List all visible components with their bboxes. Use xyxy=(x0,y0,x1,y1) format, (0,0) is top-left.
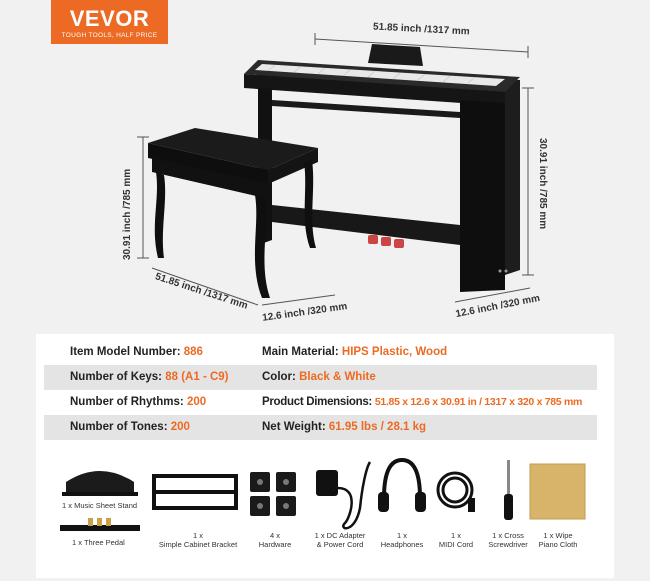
spec-value: 200 xyxy=(186,396,207,408)
hardware-icon xyxy=(250,472,296,516)
screwdriver-icon xyxy=(504,460,513,520)
music-sheet-stand-icon xyxy=(62,471,138,496)
spec-value: 886 xyxy=(183,346,203,358)
spec-label: Net Weight: xyxy=(262,421,326,433)
accessory-label: 1 x Cross Screwdriver xyxy=(488,531,528,549)
spec-value: 51.85 x 12.6 x 30.91 in / 1317 x 320 x 785 mm xyxy=(374,396,583,408)
wipe-cloth-icon xyxy=(530,464,585,519)
spec-row xyxy=(44,340,597,365)
bench-depth-label: 12.6 inch /320 mm xyxy=(261,301,348,324)
brand-name: VEVOR xyxy=(69,6,150,31)
accessory-label: 1 x DC Adapter & Power Cord xyxy=(314,531,366,549)
bench-width-label: 51.85 inch /1317 mm xyxy=(153,271,250,312)
spec-value: Black & White xyxy=(299,371,376,383)
accessory-label: 1 x Headphones xyxy=(380,531,424,549)
bench-height-dimension-line xyxy=(137,137,149,258)
accessory-label: 1 x Three Pedal xyxy=(72,538,125,547)
spec-value: 200 xyxy=(170,421,190,433)
piano-width-label: 51.85 inch /1317 mm xyxy=(372,21,470,38)
accessories-illustration xyxy=(0,448,650,578)
brand-tagline: TOUGH TOOLS, HALF PRICE xyxy=(61,32,158,39)
midi-cord-icon xyxy=(438,473,475,512)
piano-height-dimension-line xyxy=(522,88,534,275)
spec-label: Number of Rhythms: xyxy=(70,396,184,408)
spec-row xyxy=(44,390,597,415)
three-pedal-icon xyxy=(60,518,140,531)
accessory-label: 1 x Wipe Piano Cloth xyxy=(538,531,578,549)
accessory-label: 4 x Hardware xyxy=(258,531,292,549)
spec-value: 88 (A1 - C9) xyxy=(165,371,229,383)
headphones-icon xyxy=(378,460,426,512)
accessory-label: 1 x MIDI Cord xyxy=(438,531,474,549)
dc-adapter-icon xyxy=(316,462,370,528)
spec-label: Color: xyxy=(262,371,296,383)
spec-label: Number of Keys: xyxy=(70,371,163,383)
spec-value: 61.95 lbs / 28.1 kg xyxy=(328,421,427,433)
spec-row xyxy=(44,415,597,440)
spec-label: Item Model Number: xyxy=(70,346,181,358)
spec-value: HIPS Plastic, Wood xyxy=(341,346,448,358)
piano-width-dimension-line xyxy=(315,33,528,58)
spec-label: Main Material: xyxy=(262,346,339,358)
piano-depth-label: 12.6 inch /320 mm xyxy=(454,292,541,321)
accessory-label: 1 x Music Sheet Stand xyxy=(62,501,138,510)
spec-row xyxy=(44,365,597,390)
spec-label: Number of Tones: xyxy=(70,421,168,433)
piano-height-label: 30.91 inch /785 mm xyxy=(537,138,548,230)
spec-label: Product Dimensions: xyxy=(262,396,372,408)
accessory-label: 1 x Simple Cabinet Bracket xyxy=(158,531,238,549)
cabinet-bracket-icon xyxy=(154,476,236,508)
bench-height-label: 30.91 inch /785 mm xyxy=(122,168,133,260)
